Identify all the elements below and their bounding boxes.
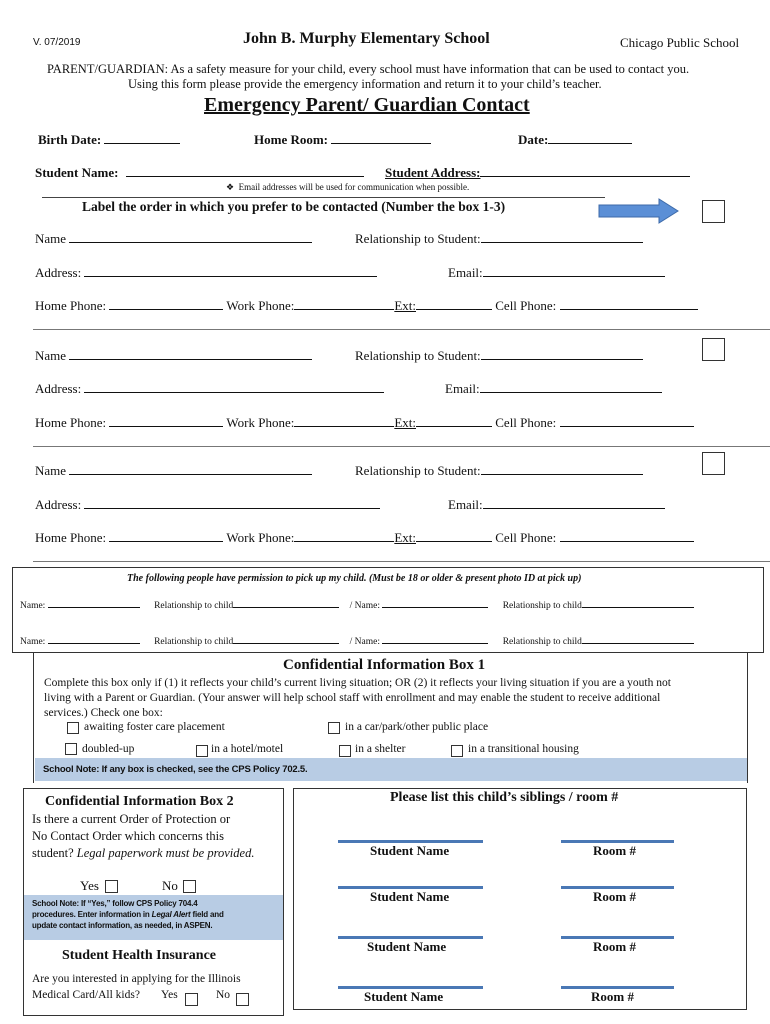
contact-3-ext-line[interactable] bbox=[416, 528, 492, 542]
confidential-box-2-line-3-text: student? bbox=[32, 846, 74, 860]
confidential-box-2-legal-note: Legal paperwork must be provided. bbox=[76, 846, 255, 860]
student-name-line[interactable] bbox=[126, 163, 364, 177]
order-no-checkbox[interactable] bbox=[183, 880, 196, 893]
confidential-box-2-note-2a: procedures. Enter information in bbox=[32, 910, 150, 919]
contact-2-work-phone-line[interactable] bbox=[294, 413, 394, 427]
birth-date-field[interactable] bbox=[38, 130, 180, 148]
contact-3-cell-phone-line[interactable] bbox=[560, 528, 694, 542]
sibling-4-room-label: Room # bbox=[591, 989, 634, 1004]
contact-2-email-label: Email: bbox=[445, 381, 480, 396]
health-insurance-title: Student Health Insurance bbox=[62, 948, 217, 963]
health-no-checkbox[interactable] bbox=[236, 993, 249, 1006]
student-address-field[interactable] bbox=[385, 163, 690, 181]
contact-3-work-phone-label: Work Phone: bbox=[226, 530, 295, 545]
contact-2-ext-label: Ext: bbox=[394, 415, 416, 430]
confidential-box-1-text-3: services.) Check one box: bbox=[44, 707, 163, 719]
sibling-3-name-label: Student Name bbox=[367, 939, 447, 954]
contact-1-cell-phone-line[interactable] bbox=[560, 296, 698, 310]
date-line[interactable] bbox=[548, 130, 632, 144]
pickup-3-name-line[interactable] bbox=[48, 634, 140, 644]
home-room-field[interactable] bbox=[254, 130, 431, 148]
contact-3-phones[interactable] bbox=[35, 528, 694, 546]
contact-3-order-box[interactable] bbox=[702, 452, 725, 475]
contact-1-divider bbox=[33, 329, 770, 330]
contact-1-home-phone-label: Home Phone: bbox=[35, 298, 107, 313]
contact-1-name-field[interactable] bbox=[35, 229, 312, 247]
confidential-box-1-text-1: Complete this box only if (1) it reflects your child’s current living situation; OR (2) it reflects your living situation if you are a youth not bbox=[44, 677, 671, 689]
contact-2-home-phone-label: Home Phone: bbox=[35, 415, 107, 430]
contact-3-home-phone-label: Home Phone: bbox=[35, 530, 107, 545]
contact-2-phones[interactable] bbox=[35, 413, 694, 431]
contact-3-work-phone-line[interactable] bbox=[294, 528, 394, 542]
date-label: Date: bbox=[518, 132, 549, 147]
pickup-1-relationship-label: Relationship to child bbox=[154, 601, 234, 611]
contact-2-relationship-label: Relationship to Student: bbox=[355, 348, 481, 363]
confidential-box-2-note-1: School Note: If “Yes,” follow CPS Policy 704.4 bbox=[32, 899, 198, 908]
contact-2-name-line[interactable] bbox=[69, 346, 312, 360]
confidential-box-2-title: Confidential Information Box 2 bbox=[45, 794, 234, 809]
pickup-row-2[interactable] bbox=[20, 634, 694, 647]
contact-3-relationship-field[interactable] bbox=[355, 461, 643, 479]
sibling-2-name-label: Student Name bbox=[370, 889, 450, 904]
contact-1-relationship-field[interactable] bbox=[355, 229, 643, 247]
contact-2-name-field[interactable] bbox=[35, 346, 312, 364]
pickup-3-name-label: Name: bbox=[20, 637, 46, 647]
siblings-title: Please list this child’s siblings / room # bbox=[390, 790, 619, 805]
district-name: Chicago Public School bbox=[620, 35, 740, 50]
intro-line-2: Using this form please provide the emergency information and return it to your child’s teacher. bbox=[128, 77, 602, 91]
pickup-3-relationship-label: Relationship to child bbox=[154, 637, 234, 647]
contact-1-email-label: Email: bbox=[448, 265, 483, 280]
health-insurance-line-1: Are you interested in applying for the Illinois bbox=[32, 973, 241, 985]
pickup-4-name-label: Name: bbox=[354, 637, 380, 647]
contact-1-cell-phone-label: Cell Phone: bbox=[495, 298, 557, 313]
contact-2-cell-phone-line[interactable] bbox=[560, 413, 694, 427]
option-foster-care-checkbox[interactable] bbox=[67, 722, 79, 734]
option-car-park-checkbox[interactable] bbox=[328, 722, 340, 734]
contact-2-order-box[interactable] bbox=[702, 338, 725, 361]
option-doubled-up-checkbox[interactable] bbox=[65, 743, 77, 755]
form-title: Emergency Parent/ Guardian Contact bbox=[204, 94, 530, 116]
order-yes-label: Yes bbox=[80, 878, 99, 893]
contact-2-relationship-field[interactable] bbox=[355, 346, 643, 364]
contact-1-address-line[interactable] bbox=[84, 263, 377, 277]
contact-2-home-phone-line[interactable] bbox=[109, 413, 223, 427]
contact-1-phones[interactable] bbox=[35, 296, 698, 314]
contact-2-email-field[interactable] bbox=[445, 379, 662, 397]
contact-1-relationship-label: Relationship to Student: bbox=[355, 231, 481, 246]
pickup-separator: / bbox=[349, 637, 353, 647]
student-address-label: Student Address: bbox=[385, 165, 481, 180]
contact-3-address-label: Address: bbox=[35, 497, 82, 512]
confidential-box-2-line-1: Is there a current Order of Protection or bbox=[32, 812, 231, 826]
pickup-separator: / bbox=[349, 601, 353, 611]
contact-3-relationship-label: Relationship to Student: bbox=[355, 463, 481, 478]
contact-1-ext-line[interactable] bbox=[416, 296, 492, 310]
pickup-1-name-label: Name: bbox=[20, 601, 46, 611]
contact-2-cell-phone-label: Cell Phone: bbox=[495, 415, 557, 430]
option-car-park-label: in a car/park/other public place bbox=[345, 721, 489, 733]
contact-1-name-label: Name bbox=[35, 231, 67, 246]
version-label: V. 07/2019 bbox=[33, 37, 81, 48]
student-divider bbox=[42, 197, 605, 198]
confidential-box-1-note: School Note: If any box is checked, see the CPS Policy 702.5. bbox=[43, 764, 308, 775]
sibling-2-room-label: Room # bbox=[593, 889, 636, 904]
contact-2-address-field[interactable] bbox=[35, 379, 384, 397]
email-note-text: Email addresses will be used for communication when possible. bbox=[238, 182, 470, 192]
contact-3-divider bbox=[33, 561, 770, 562]
contact-1-name-line[interactable] bbox=[69, 229, 312, 243]
home-room-line[interactable] bbox=[331, 130, 431, 144]
contact-3-name-label: Name bbox=[35, 463, 67, 478]
order-yes-checkbox[interactable] bbox=[105, 880, 118, 893]
option-shelter-label: in a shelter bbox=[355, 743, 406, 755]
contact-3-relationship-line[interactable] bbox=[481, 461, 643, 475]
confidential-box-2-note-3: update contact information, as needed, in ASPEN. bbox=[32, 921, 213, 930]
pickup-1-name-line[interactable] bbox=[48, 598, 140, 608]
birth-date-line[interactable] bbox=[104, 130, 180, 144]
contact-2-ext-line[interactable] bbox=[416, 413, 492, 427]
contact-3-email-label: Email: bbox=[448, 497, 483, 512]
contact-3-address-field[interactable] bbox=[35, 495, 380, 513]
email-note bbox=[226, 182, 469, 193]
contact-3-name-line[interactable] bbox=[69, 461, 312, 475]
home-room-label: Home Room: bbox=[254, 132, 329, 147]
confidential-box-2-note-2b: field and bbox=[192, 910, 224, 919]
contact-3-name-field[interactable] bbox=[35, 461, 312, 479]
contact-3-email-field[interactable] bbox=[448, 495, 665, 513]
contact-1-ext-label: Ext: bbox=[394, 298, 416, 313]
contact-1-home-phone-line[interactable] bbox=[109, 296, 223, 310]
confidential-box-2-line-2: No Contact Order which concerns this bbox=[32, 829, 224, 843]
health-insurance-line-2: Medical Card/All kids? bbox=[32, 989, 140, 1001]
pickup-2-name-line[interactable] bbox=[382, 598, 488, 608]
confidential-box-1-text-2: living with a Parent or Guardian. (Your answer will help school staff with enrollment and may enable the student to receive additional bbox=[44, 692, 661, 704]
option-doubled-up-label: doubled-up bbox=[82, 743, 135, 755]
pickup-4-relationship-line[interactable] bbox=[582, 634, 694, 644]
siblings-box bbox=[293, 788, 747, 1010]
option-shelter-checkbox[interactable] bbox=[339, 745, 351, 757]
pickup-2-relationship-label: Relationship to child bbox=[502, 601, 582, 611]
contact-1-work-phone-label: Work Phone: bbox=[226, 298, 295, 313]
contact-2-address-line[interactable] bbox=[84, 379, 384, 393]
contact-2-divider bbox=[33, 446, 770, 447]
contact-1-email-field[interactable] bbox=[448, 263, 665, 281]
pickup-4-name-line[interactable] bbox=[382, 634, 488, 644]
confidential-box-2-line-3 bbox=[32, 846, 254, 861]
health-yes-label: Yes bbox=[161, 989, 178, 1001]
contact-1-relationship-line[interactable] bbox=[481, 229, 643, 243]
option-hotel-motel-label: in a hotel/motel bbox=[211, 743, 284, 755]
date-field[interactable] bbox=[518, 130, 632, 148]
pickup-2-relationship-line[interactable] bbox=[582, 598, 694, 608]
order-no-label: No bbox=[162, 878, 178, 893]
option-transitional-housing-label: in a transitional housing bbox=[468, 743, 579, 755]
contact-2-name-label: Name bbox=[35, 348, 67, 363]
contact-1-address-field[interactable] bbox=[35, 263, 377, 281]
contact-3-address-line[interactable] bbox=[84, 495, 380, 509]
contact-3-email-line[interactable] bbox=[483, 495, 665, 509]
student-address-line[interactable] bbox=[480, 163, 690, 177]
sibling-4-name-label: Student Name bbox=[364, 989, 444, 1004]
contact-2-email-line[interactable] bbox=[480, 379, 662, 393]
pickup-heading: The following people have permission to pick up my child. (Must be 18 or older & present photo ID at pick up) bbox=[127, 573, 582, 584]
confidential-box-2-note-2 bbox=[32, 910, 224, 919]
contact-3-home-phone-line[interactable] bbox=[109, 528, 223, 542]
contact-1-work-phone-line[interactable] bbox=[294, 296, 394, 310]
sibling-3-room-label: Room # bbox=[593, 939, 636, 954]
contact-1-order-box[interactable] bbox=[702, 200, 725, 223]
confidential-box-1-title: Confidential Information Box 1 bbox=[283, 657, 486, 673]
student-name-field[interactable] bbox=[35, 163, 364, 181]
contact-3-ext-label: Ext: bbox=[394, 530, 416, 545]
sibling-1-name-label: Student Name bbox=[370, 843, 450, 858]
contact-1-email-line[interactable] bbox=[483, 263, 665, 277]
contact-3-cell-phone-label: Cell Phone: bbox=[495, 530, 557, 545]
pickup-row-1[interactable] bbox=[20, 598, 694, 611]
school-name: John B. Murphy Elementary School bbox=[243, 30, 490, 47]
pickup-4-relationship-label: Relationship to child bbox=[502, 637, 582, 647]
pickup-2-name-label: Name: bbox=[354, 601, 380, 611]
student-name-label: Student Name: bbox=[35, 165, 119, 180]
bullet-icon: ❖ bbox=[226, 182, 235, 192]
sibling-1-room-label: Room # bbox=[593, 843, 636, 858]
pickup-1-relationship-line[interactable] bbox=[233, 598, 339, 608]
pickup-3-relationship-line[interactable] bbox=[233, 634, 339, 644]
intro-line-1: PARENT/GUARDIAN: As a safety measure for your child, every school must have information that can be used to contact you. bbox=[47, 62, 690, 76]
option-hotel-motel-checkbox[interactable] bbox=[196, 745, 208, 757]
health-no-label: No bbox=[216, 989, 231, 1001]
option-foster-care-label: awaiting foster care placement bbox=[84, 721, 225, 733]
order-instruction: Label the order in which you prefer to be contacted (Number the box 1-3) bbox=[82, 199, 506, 214]
contact-2-address-label: Address: bbox=[35, 381, 82, 396]
option-transitional-housing-checkbox[interactable] bbox=[451, 745, 463, 757]
contact-1-address-label: Address: bbox=[35, 265, 82, 280]
contact-2-work-phone-label: Work Phone: bbox=[226, 415, 295, 430]
confidential-box-2-note-2-italic: Legal Alert bbox=[151, 910, 191, 919]
health-yes-checkbox[interactable] bbox=[185, 993, 198, 1006]
contact-2-relationship-line[interactable] bbox=[481, 346, 643, 360]
birth-date-label: Birth Date: bbox=[38, 132, 102, 147]
arrow-right-icon bbox=[597, 197, 681, 225]
